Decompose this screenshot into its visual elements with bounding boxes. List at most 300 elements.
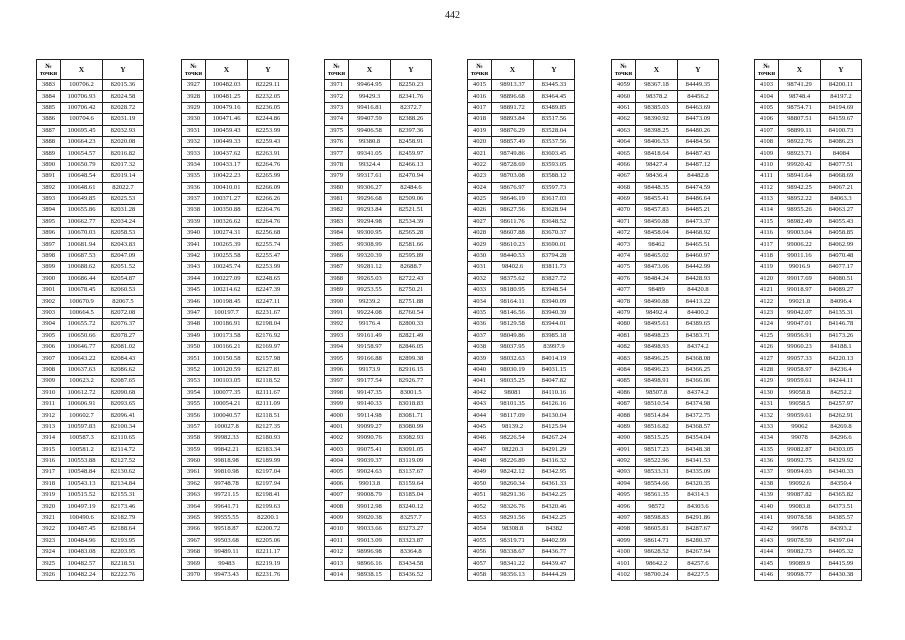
- x-coordinate-cell: 98291.56: [492, 512, 534, 523]
- point-number-cell: 4007: [325, 490, 349, 501]
- y-coordinate-cell: 82051.52: [103, 262, 144, 273]
- y-coordinate-cell: 82750.21: [391, 285, 432, 296]
- x-coordinate-cell: 99082.87: [779, 444, 821, 455]
- x-coordinate-cell: 98242.12: [492, 467, 534, 478]
- point-number-cell: 3948: [182, 319, 206, 330]
- y-coordinate-cell: 84067.21: [821, 182, 862, 193]
- x-coordinate-cell: 100422.23: [206, 171, 248, 182]
- y-coordinate-cell: 82232.05: [248, 91, 289, 102]
- x-coordinate-cell: 100449.33: [206, 136, 248, 147]
- point-number-cell: 3919: [37, 490, 61, 501]
- y-coordinate-cell: 84220.13: [821, 353, 862, 364]
- x-coordinate-cell: 98754.71: [779, 102, 821, 113]
- table-row: [37, 250, 144, 261]
- table-row: [612, 353, 719, 364]
- point-number-cell: 4095: [612, 490, 636, 501]
- y-coordinate-cell: 84383.71: [678, 330, 719, 341]
- table-row: [468, 148, 575, 159]
- point-number-cell: 4130: [755, 387, 779, 398]
- point-number-cell: 3885: [37, 102, 61, 113]
- point-number-cell: 4115: [755, 216, 779, 227]
- table-row: [468, 569, 575, 580]
- table-row: [755, 159, 862, 170]
- table-row: [325, 433, 432, 444]
- point-number-cell: 4116: [755, 228, 779, 239]
- point-number-cell: 4123: [755, 307, 779, 318]
- table-row: [325, 205, 432, 216]
- table-row: [37, 102, 144, 113]
- table-row: [468, 455, 575, 466]
- point-number-cell: 3985: [325, 239, 349, 250]
- y-coordinate-cell: 83185.04: [391, 490, 432, 501]
- table-row: [755, 239, 862, 250]
- y-coordinate-cell: 82058.53: [103, 228, 144, 239]
- y-coordinate-cell: 83603.45: [534, 148, 575, 159]
- point-number-cell: 4069: [612, 193, 636, 204]
- y-coordinate-cell: 82127.35: [248, 421, 289, 432]
- y-coordinate-cell: 84354.04: [678, 433, 719, 444]
- point-number-cell: 4122: [755, 296, 779, 307]
- x-coordinate-cell: 98489: [636, 285, 678, 296]
- y-coordinate-cell: 82255.47: [248, 250, 289, 261]
- x-coordinate-cell: 98807.51: [779, 114, 821, 125]
- table-row: [182, 512, 289, 523]
- x-coordinate-cell: 98517.23: [636, 444, 678, 455]
- y-coordinate-cell: 84439.47: [534, 558, 575, 569]
- point-number-cell: 3899: [37, 262, 61, 273]
- y-coordinate-cell: 84287.67: [678, 524, 719, 535]
- point-number-cell: 3951: [182, 353, 206, 364]
- y-coordinate-cell: 83091.05: [391, 444, 432, 455]
- y-coordinate-cell: 82255.74: [248, 239, 289, 250]
- table-row: [182, 159, 289, 170]
- y-coordinate-cell: 82118.51: [248, 410, 289, 421]
- y-coordinate-cell: 82751.88: [391, 296, 432, 307]
- y-coordinate-cell: 82595.89: [391, 250, 432, 261]
- y-coordinate-cell: 83082.93: [391, 433, 432, 444]
- x-coordinate-cell: 99033.66: [349, 524, 391, 535]
- y-column-header: Y: [248, 60, 289, 80]
- x-coordinate-cell: 98164.11: [492, 296, 534, 307]
- y-coordinate-cell: 84385.57: [821, 512, 862, 523]
- y-coordinate-cell: 82025.53: [103, 193, 144, 204]
- table-row: [37, 547, 144, 558]
- x-coordinate-cell: 100612.72: [61, 387, 103, 398]
- y-coordinate-cell: 82458.91: [391, 136, 432, 147]
- table-row: [755, 125, 862, 136]
- table-row: [612, 148, 719, 159]
- y-coordinate-cell: 84329.92: [821, 455, 862, 466]
- table-row: [755, 216, 862, 227]
- point-number-header: [612, 60, 636, 80]
- x-coordinate-cell: 98516.82: [636, 421, 678, 432]
- table-row: [468, 501, 575, 512]
- table-row: [325, 285, 432, 296]
- x-coordinate-cell: 98146.56: [492, 307, 534, 318]
- y-coordinate-cell: 82253.99: [248, 262, 289, 273]
- y-coordinate-cell: 82247.39: [248, 285, 289, 296]
- y-coordinate-cell: 84084: [821, 148, 862, 159]
- y-coordinate-cell: 82127.52: [103, 455, 144, 466]
- y-coordinate-cell: 84135.31: [821, 307, 862, 318]
- x-coordinate-cell: 98492.4: [636, 307, 678, 318]
- x-coordinate-cell: 99641.71: [206, 501, 248, 512]
- table-row: [37, 387, 144, 398]
- y-coordinate-cell: 82800.33: [391, 319, 432, 330]
- y-coordinate-cell: 82484.6: [391, 182, 432, 193]
- point-number-cell: 4008: [325, 501, 349, 512]
- y-coordinate-cell: 82047.09: [103, 250, 144, 261]
- table-row: [182, 228, 289, 239]
- table-row: [325, 524, 432, 535]
- table-row: [468, 205, 575, 216]
- y-coordinate-cell: 84316.32: [534, 455, 575, 466]
- point-number-cell: 4105: [755, 102, 779, 113]
- point-number-cell: 4055: [468, 535, 492, 546]
- x-coordinate-cell: 98496.25: [636, 353, 678, 364]
- y-coordinate-cell: 83434.58: [391, 558, 432, 569]
- table-row: [37, 558, 144, 569]
- point-number-cell: 3945: [182, 285, 206, 296]
- y-coordinate-cell: 83517.56: [534, 114, 575, 125]
- point-number-cell: 3988: [325, 273, 349, 284]
- table-row: [182, 250, 289, 261]
- point-number-cell: 4044: [468, 410, 492, 421]
- table-row: [612, 364, 719, 375]
- x-coordinate-cell: 99017.69: [779, 273, 821, 284]
- point-number-cell: 4057: [468, 558, 492, 569]
- x-coordinate-cell: 99089.9: [779, 558, 821, 569]
- x-coordinate-cell: 100606.91: [61, 398, 103, 409]
- table-row: [325, 330, 432, 341]
- y-coordinate-cell: 83948.54: [534, 285, 575, 296]
- point-number-cell: 3977: [325, 148, 349, 159]
- y-coordinate-cell: 83940.39: [534, 307, 575, 318]
- table-row: [37, 114, 144, 125]
- y-coordinate-cell: 84320.35: [678, 478, 719, 489]
- point-number-cell: 3962: [182, 478, 206, 489]
- table-row: [612, 159, 719, 170]
- table-row: [755, 80, 862, 91]
- y-coordinate-cell: 83944.01: [534, 319, 575, 330]
- point-number-cell: 4096: [612, 501, 636, 512]
- x-coordinate-cell: 99224.08: [349, 307, 391, 318]
- table-row: [37, 216, 144, 227]
- y-coordinate-cell: 84430.38: [821, 569, 862, 580]
- x-coordinate-cell: 98260.34: [492, 478, 534, 489]
- table-header-row: [182, 60, 289, 80]
- y-coordinate-cell: 84110.16: [534, 387, 575, 398]
- point-number-cell: 4098: [612, 524, 636, 535]
- y-coordinate-cell: 84068.69: [821, 171, 862, 182]
- table-row: [182, 262, 289, 273]
- table-row: [612, 273, 719, 284]
- table-row: [755, 171, 862, 182]
- table-row: [612, 387, 719, 398]
- y-coordinate-cell: 83528.04: [534, 125, 575, 136]
- y-coordinate-cell: 82259.43: [248, 136, 289, 147]
- table-row: [325, 398, 432, 409]
- point-number-cell: 3923: [37, 535, 61, 546]
- x-coordinate-cell: 99341.05: [349, 148, 391, 159]
- point-number-cell: 4118: [755, 250, 779, 261]
- y-coordinate-cell: 84252.2: [821, 387, 862, 398]
- y-coordinate-cell: 84442.99: [678, 262, 719, 273]
- table-row: [468, 273, 575, 284]
- x-coordinate-cell: 98484.24: [636, 273, 678, 284]
- x-coordinate-cell: 100597.83: [61, 421, 103, 432]
- point-number-cell: 4034: [468, 296, 492, 307]
- y-coordinate-cell: 84393.2: [821, 524, 862, 535]
- y-coordinate-cell: 82388.26: [391, 114, 432, 125]
- x-column-header: X: [206, 60, 248, 80]
- point-number-cell: 3956: [182, 410, 206, 421]
- point-number-symbol: №: [763, 62, 770, 70]
- x-coordinate-cell: 99429.3: [349, 91, 391, 102]
- point-number-cell: 4036: [468, 319, 492, 330]
- y-coordinate-cell: 82087.65: [103, 376, 144, 387]
- x-coordinate-cell: 99140.33: [349, 398, 391, 409]
- point-number-cell: 4011: [325, 535, 349, 546]
- table-row: [182, 285, 289, 296]
- table-row: [182, 319, 289, 330]
- x-coordinate-cell: 100648.61: [61, 182, 103, 193]
- point-number-cell: 3971: [325, 80, 349, 91]
- y-coordinate-cell: 82182.79: [103, 512, 144, 523]
- point-number-cell: 3974: [325, 114, 349, 125]
- table-row: [325, 353, 432, 364]
- table-row: [37, 421, 144, 432]
- x-coordinate-cell: 98996.98: [349, 547, 391, 558]
- point-number-cell: 4119: [755, 262, 779, 273]
- table-row: [468, 490, 575, 501]
- x-coordinate-cell: 98728.69: [492, 159, 534, 170]
- point-number-cell: 3995: [325, 353, 349, 364]
- table-row: [325, 467, 432, 478]
- point-number-cell: 4127: [755, 353, 779, 364]
- table-row: [182, 547, 289, 558]
- coordinate-table-4: [467, 59, 575, 581]
- y-coordinate-cell: 84468.92: [678, 228, 719, 239]
- x-coordinate-cell: 98598.83: [636, 512, 678, 523]
- table-row: [755, 467, 862, 478]
- point-number-header: [755, 60, 779, 80]
- table-row: [755, 330, 862, 341]
- y-coordinate-cell: 84159.67: [821, 114, 862, 125]
- point-number-cell: 4073: [612, 239, 636, 250]
- x-coordinate-cell: 100483.08: [61, 547, 103, 558]
- x-coordinate-cell: 99308.99: [349, 239, 391, 250]
- x-coordinate-cell: 98510.54: [636, 398, 678, 409]
- x-coordinate-cell: 98876.29: [492, 125, 534, 136]
- x-coordinate-cell: 99920.42: [779, 159, 821, 170]
- x-coordinate-cell: 98455.41: [636, 193, 678, 204]
- point-number-cell: 4046: [468, 433, 492, 444]
- point-number-cell: 4121: [755, 285, 779, 296]
- y-coordinate-cell: 82034.24: [103, 216, 144, 227]
- y-coordinate-cell: 84480.26: [678, 125, 719, 136]
- y-coordinate-cell: 82722.43: [391, 273, 432, 284]
- y-coordinate-cell: 84269.8: [821, 421, 862, 432]
- x-coordinate-cell: 98117.09: [492, 410, 534, 421]
- table-row: [755, 341, 862, 352]
- x-coordinate-cell: 100706.93: [61, 91, 103, 102]
- x-coordinate-cell: 98533.31: [636, 467, 678, 478]
- x-coordinate-cell: 98611.76: [492, 216, 534, 227]
- y-coordinate-cell: 84126.16: [534, 398, 575, 409]
- x-coordinate-cell: 98226.89: [492, 455, 534, 466]
- x-coordinate-cell: 98938.15: [349, 569, 391, 580]
- y-coordinate-cell: 84373.51: [821, 501, 862, 512]
- y-coordinate-cell: 82096.41: [103, 410, 144, 421]
- table-row: [468, 216, 575, 227]
- x-coordinate-cell: 100214.62: [206, 285, 248, 296]
- y-coordinate-cell: 84342.25: [534, 490, 575, 501]
- y-coordinate-cell: 82078.27: [103, 330, 144, 341]
- table-row: [468, 341, 575, 352]
- point-number-cell: 3963: [182, 490, 206, 501]
- x-coordinate-cell: 98952.22: [779, 193, 821, 204]
- point-number-cell: 4058: [468, 569, 492, 580]
- x-coordinate-cell: 99057.33: [779, 353, 821, 364]
- y-coordinate-cell: 82134.84: [103, 478, 144, 489]
- x-coordinate-cell: 99324.4: [349, 159, 391, 170]
- coordinate-table-6: [754, 59, 862, 581]
- table-row: [755, 512, 862, 523]
- x-coordinate-cell: 98367.18: [636, 80, 678, 91]
- point-number-label: точки: [757, 69, 776, 77]
- point-number-cell: 4093: [612, 467, 636, 478]
- table-row: [37, 433, 144, 444]
- table-row: [37, 364, 144, 375]
- point-number-cell: 3883: [37, 80, 61, 91]
- y-coordinate-cell: 82821.49: [391, 330, 432, 341]
- point-number-label: точки: [470, 69, 489, 77]
- point-number-cell: 3912: [37, 410, 61, 421]
- x-coordinate-cell: 98030.19: [492, 364, 534, 375]
- table-row: [325, 136, 432, 147]
- x-column-header: X: [349, 60, 391, 80]
- table-row: [37, 524, 144, 535]
- table-row: [325, 228, 432, 239]
- x-coordinate-cell: 100265.39: [206, 239, 248, 250]
- x-coordinate-cell: 99003.04: [779, 228, 821, 239]
- x-coordinate-cell: 99320.39: [349, 250, 391, 261]
- x-coordinate-cell: 99021.8: [779, 296, 821, 307]
- point-number-cell: 4052: [468, 501, 492, 512]
- point-number-cell: 4120: [755, 273, 779, 284]
- table-row: [37, 341, 144, 352]
- point-number-cell: 4018: [468, 114, 492, 125]
- point-number-cell: 4075: [612, 262, 636, 273]
- x-coordinate-cell: 99296.68: [349, 193, 391, 204]
- point-number-cell: 4003: [325, 444, 349, 455]
- y-coordinate-cell: 84244.11: [821, 376, 862, 387]
- point-number-cell: 3922: [37, 524, 61, 535]
- point-number-cell: 4113: [755, 193, 779, 204]
- point-number-label: точки: [39, 69, 58, 77]
- y-coordinate-cell: 84484.56: [678, 136, 719, 147]
- x-coordinate-cell: 98220.3: [492, 444, 534, 455]
- table-row: [612, 341, 719, 352]
- y-coordinate-cell: 84063.27: [821, 205, 862, 216]
- y-coordinate-cell: 84348.38: [678, 444, 719, 455]
- table-row: [182, 455, 289, 466]
- point-number-cell: 4066: [612, 159, 636, 170]
- x-coordinate-cell: 100548.84: [61, 467, 103, 478]
- point-number-cell: 4086: [612, 387, 636, 398]
- x-coordinate-cell: 98418.64: [636, 148, 678, 159]
- x-coordinate-cell: 99078: [779, 433, 821, 444]
- y-coordinate-cell: 82760.54: [391, 307, 432, 318]
- point-number-cell: 3999: [325, 398, 349, 409]
- table-row: [182, 535, 289, 546]
- table-row: [612, 125, 719, 136]
- point-number-cell: 3996: [325, 364, 349, 375]
- x-coordinate-cell: 99012.98: [349, 501, 391, 512]
- y-coordinate-cell: 82264.76: [248, 205, 289, 216]
- x-coordinate-cell: 99090.76: [349, 433, 391, 444]
- table-row: [755, 285, 862, 296]
- point-number-cell: 3921: [37, 512, 61, 523]
- point-number-cell: 3907: [37, 353, 61, 364]
- y-coordinate-cell: 84303.05: [821, 444, 862, 455]
- table-row: [182, 558, 289, 569]
- table-row: [612, 512, 719, 523]
- x-coordinate-cell: 99265.03: [349, 273, 391, 284]
- table-row: [468, 228, 575, 239]
- y-coordinate-cell: 83240.12: [391, 501, 432, 512]
- point-number-cell: 4045: [468, 421, 492, 432]
- table-row: [37, 512, 144, 523]
- y-coordinate-cell: 82198.41: [248, 490, 289, 501]
- table-row: [468, 364, 575, 375]
- y-coordinate-cell: 84389.65: [678, 319, 719, 330]
- y-coordinate-cell: 83811.73: [534, 262, 575, 273]
- point-number-cell: 3892: [37, 182, 61, 193]
- y-coordinate-cell: 84365.82: [821, 490, 862, 501]
- x-coordinate-cell: 100245.74: [206, 262, 248, 273]
- y-coordinate-cell: 84296.6: [821, 433, 862, 444]
- x-coordinate-cell: 98462: [636, 239, 678, 250]
- y-coordinate-cell: 84077.17: [821, 262, 862, 273]
- x-coordinate-cell: 99059.61: [779, 376, 821, 387]
- table-row: [37, 410, 144, 421]
- y-coordinate-cell: 82043.83: [103, 239, 144, 250]
- y-coordinate-cell: 82222.76: [103, 569, 144, 580]
- table-row: [468, 558, 575, 569]
- table-row: [755, 228, 862, 239]
- table-row: [182, 114, 289, 125]
- table-row: [755, 364, 862, 375]
- table-row: [325, 239, 432, 250]
- x-coordinate-cell: 100482.03: [206, 80, 248, 91]
- y-coordinate-cell: 84086.23: [821, 136, 862, 147]
- table-row: [755, 136, 862, 147]
- table-row: [37, 171, 144, 182]
- point-number-cell: 4133: [755, 421, 779, 432]
- point-number-cell: 3888: [37, 136, 61, 147]
- table-row: [325, 114, 432, 125]
- x-coordinate-cell: 98642.2: [636, 558, 678, 569]
- x-coordinate-cell: 99239.2: [349, 296, 391, 307]
- x-coordinate-cell: 99380.8: [349, 136, 391, 147]
- point-number-cell: 4042: [468, 387, 492, 398]
- table-row: [37, 319, 144, 330]
- x-coordinate-cell: 100120.59: [206, 364, 248, 375]
- x-column-header: X: [61, 60, 103, 80]
- point-number-cell: 4126: [755, 341, 779, 352]
